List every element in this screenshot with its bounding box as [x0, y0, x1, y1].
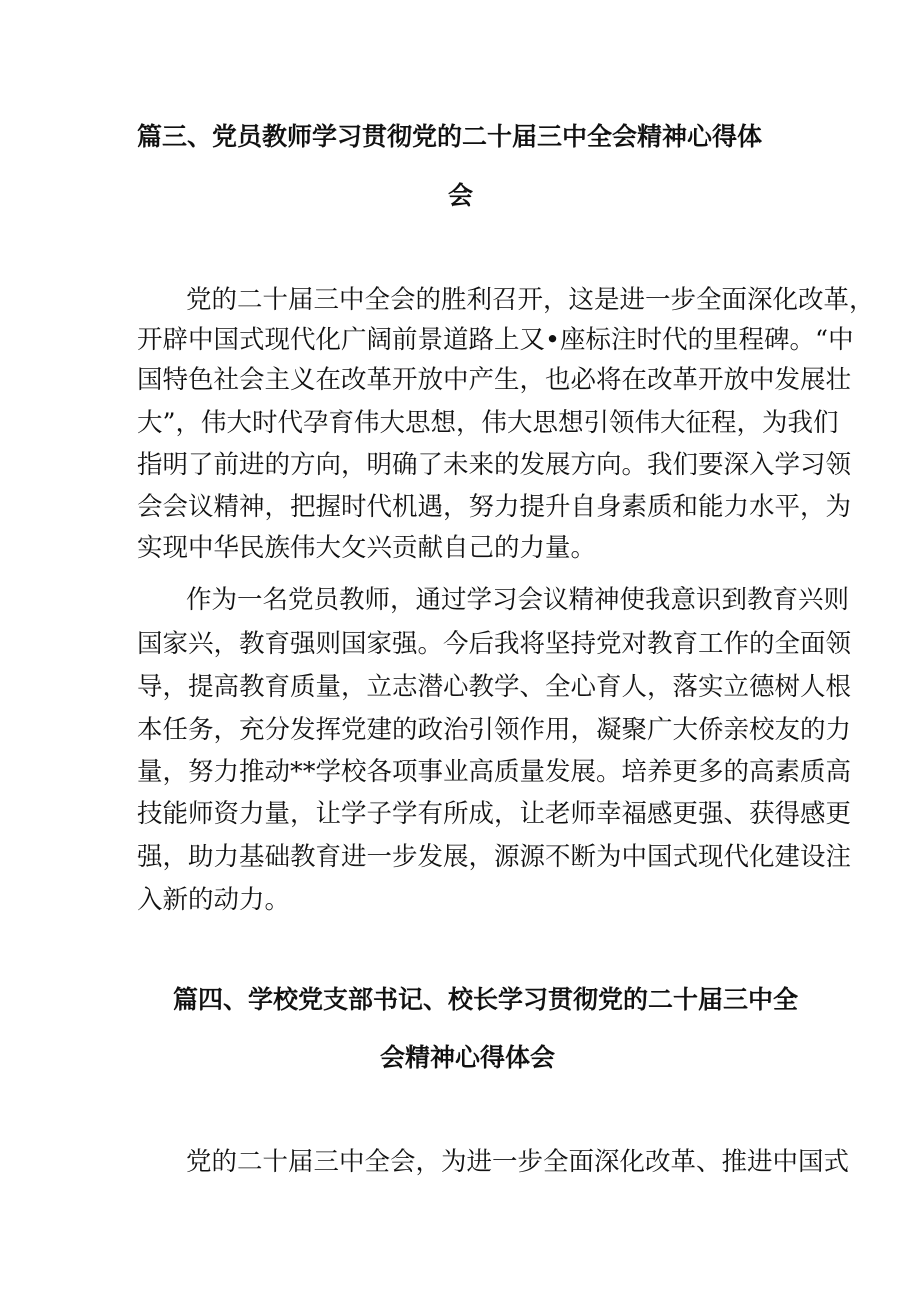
paragraph-line: 会会议精神，把握时代机遇，努力提升自身素质和能力水平，为	[137, 492, 852, 522]
paragraph-line: 国特色社会主义在改革开放中产生，也必将在改革开放中发展壮	[137, 365, 852, 395]
paragraph-line: 作为一名党员教师，通过学习会议精神使我意识到教育兴则	[186, 585, 850, 615]
paragraph-line: 本任务，充分发挥党建的政治引领作用，凝聚广大侨亲校友的力	[137, 715, 852, 745]
paragraph-line: 入新的动力。	[137, 885, 291, 915]
paragraph-line: 党的二十届三中全会的胜利召开，这是进一步全面深化改革，	[186, 285, 875, 315]
section3-paragraph-2	[137, 585, 852, 925]
paragraph-line: 强，助力基础教育进一步发展，源源不断为中国式现代化建设注	[137, 842, 852, 872]
paragraph-line: 导，提高教育质量，立志潜心教学、全心育人，落实立德树人根	[137, 672, 852, 702]
paragraph-line: 实现中华民族伟大攵兴贡献自己的力量。	[137, 533, 597, 563]
section3-title-line1: 篇三、党员教师学习贯彻党的二十届三中全会精神心得体	[137, 122, 763, 151]
section4-title-line1: 篇四、学校党支部书记、校长学习贯彻党的二十届三中全	[173, 985, 799, 1014]
paragraph-line: 大”，伟大时代孕育伟大思想，伟大思想引领伟大征程，为我们	[137, 408, 839, 438]
paragraph-line: 技能师资力量，让学子学有所成，让老师幸福感更强、获得感更	[137, 799, 852, 829]
paragraph-line: 指明了前进的方向，明确了未来的发展方向。我们要深入学习领	[137, 450, 852, 480]
paragraph-line: 党的二十届三中全会，为进一步全面深化改革、推进中国式	[186, 1147, 850, 1177]
section3-title-line2: 会	[448, 181, 474, 210]
section4-paragraph-1	[137, 1147, 850, 1187]
section3-paragraph-1	[137, 285, 875, 563]
paragraph-line: 开辟中国式现代化广阔前景道路上又•座标注时代的里程碑。“中	[137, 325, 854, 355]
paragraph-line: 量，努力推动**学校各项事业高质量发展。培养更多的高素质高	[137, 757, 852, 787]
paragraph-line: 国家兴，教育强则国家强。今后我将坚持党对教育工作的全面领	[137, 629, 852, 659]
section4-title-line2: 会精神心得体会	[380, 1043, 556, 1072]
